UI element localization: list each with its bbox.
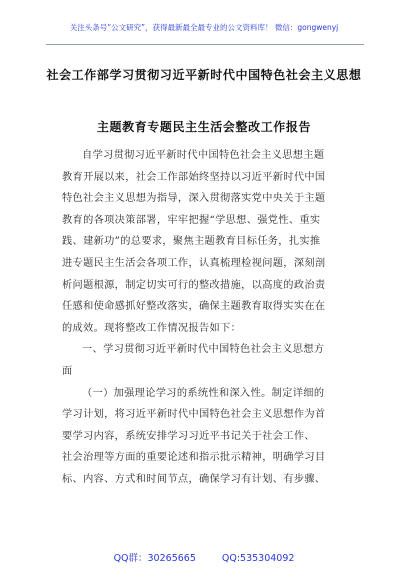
body-line: 析问题根源，制定切实可行的整改措施，以高度的政治责: [62, 279, 326, 291]
section-heading: 一、学习贯彻习近平新时代中国特色社会主义思想方: [82, 344, 325, 356]
document-title-line-2: 主题教育专题民主生活会整改工作报告: [96, 120, 312, 134]
body-line: 任感和使命感抓好整改落实，确保主题教育取得实实在在: [62, 301, 326, 313]
document-body: [62, 145, 352, 491]
body-line: 要学习内容，系统安排学习习近平书记关于社会工作、: [62, 430, 315, 442]
body-line: 自学习贯彻习近平新时代中国特色社会主义思想主题: [82, 150, 325, 161]
body-line: 进专题民主生活会各项工作，认真梳理检视问题，深刻剖: [62, 257, 326, 269]
subsection-heading: （一）加强理论学习的系统性和深入性。制定详细的: [82, 387, 325, 399]
body-line: 的成效。现将整改工作情况报告如下：: [62, 322, 242, 334]
header-banner: 关注头条号“公文研究”，获得最新最全最专业的公文资料库！ 微信：gongwenyj: [69, 23, 339, 32]
body-line: 教育开展以来，社会工作部始终坚持以习近平新时代中国: [62, 171, 326, 183]
footer-contact: [0, 550, 408, 564]
body-line: 学习计划，将习近平新时代中国特色社会主义思想作为首: [62, 409, 326, 421]
document-title-line-1: 社会工作部学习贯彻习近平新时代中国特色社会主义思想: [46, 68, 362, 82]
section-heading-continued: 面: [62, 365, 73, 377]
body-line: 社会治理等方面的重要论述和指示批示精神，明确学习目: [62, 452, 326, 464]
header-divider: [46, 44, 364, 45]
body-line: 践、建新功”的总要求，聚焦主题教育目标任务，扎实推: [62, 236, 321, 248]
qq-number-text: QQ:535304092: [221, 553, 295, 564]
body-line: 特色社会主义思想为指导，深入贯彻落实党中央关于主题: [62, 193, 326, 205]
body-line: 标、内容、方式和时间节点，确保学习有计划、有步骤、: [62, 473, 326, 485]
body-line: 教育的各项决策部署，牢牢把握“学思想、强党性、重实: [62, 214, 321, 226]
qq-group-text: QQ群：30265665: [113, 553, 196, 564]
